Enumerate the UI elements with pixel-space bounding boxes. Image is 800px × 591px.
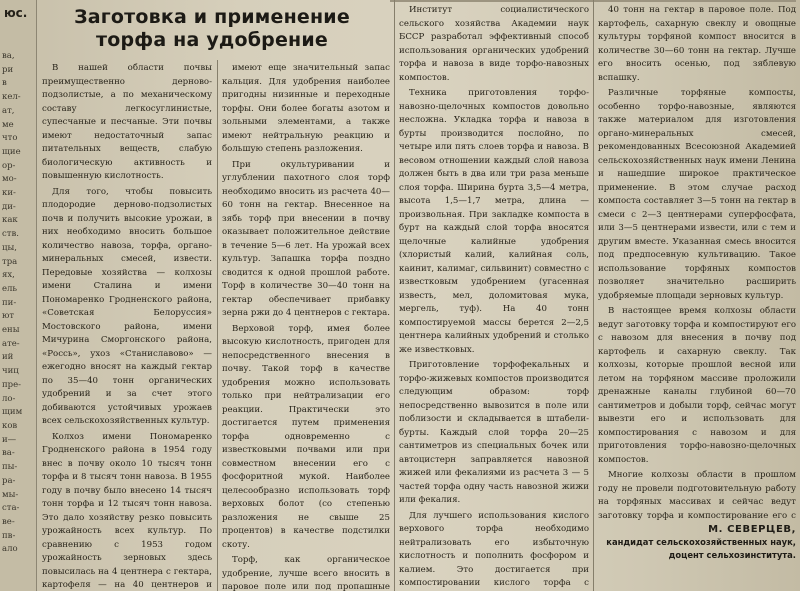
edge-fragment: тра [2, 256, 18, 267]
article-column-1 [42, 62, 212, 591]
edge-fragment: ат, [2, 105, 15, 116]
edge-fragment: пы- [2, 462, 18, 473]
edge-fragment: щим [2, 407, 23, 418]
edge-fragments [2, 50, 32, 557]
article-paragraph: Институт социалистического сельского хозяйства Академии наук БССР разработал эффективный способ использования органических удобрений торфа и навоза в виде торфо-навозных компостов. [399, 5, 589, 83]
edge-fragment: цы, [2, 242, 17, 253]
article-paragraph: 40 тонн на гектар в паровое поле. Под картофель, сахарную свеклу и овощные культуры торфяной компост вносится в количестве 30—60 тонн на гектар. Лучше его вносить осенью, под зяблевую вспашку. [598, 5, 796, 83]
edge-fragment: ств. [2, 229, 19, 240]
edge-fragment: как [2, 215, 18, 226]
author-signature [598, 524, 796, 561]
edge-fragment: пре- [2, 379, 22, 390]
edge-fragment: ло- [2, 393, 16, 404]
article-paragraph: В настоящее время колхозы области ведут заготовку торфа и компостируют его с навозом для внесения в почву под картофель и сахарную свеклу. Так колхозы, которые прошлой весной или летом на торфяном массиве проложили дренажные каналы глубиной 60—70 сантиметров и добыли торф, сейчас могут вывезти его и использовать для компостирования с навозом и для приготовления торфо-навозно-щелочных компостов. [598, 306, 796, 465]
article-headline [42, 6, 382, 56]
edge-fragment: ве- [2, 516, 15, 527]
edge-fragment: ий [2, 352, 14, 363]
edge-fragment: чиц [2, 366, 19, 377]
edge-fragment: ста- [2, 503, 20, 514]
article-paragraph: Верховой торф, имея более высокую кислотность, пригоден для непосредственного внесения в почву. Такой торф в качестве удобрения можно использовать только при нейтрализации его реакции. Практически это достигается путем применения торфа одновременно с известковыми почвами или при совместном внесении его с фосфоритной мукой. Наиболее целесообразно использовать торф верховых болот (со степенью разложения не свыше 25 процентов) в качестве подстилки скоту. [222, 323, 390, 550]
edge-fragment: и— [2, 434, 17, 445]
article-paragraph: Для лучшего использования кислого верхового торфа необходимо нейтрализовать его избыточную кислотность и пополнить фосфором и калием. Это достигается при компостировании кислого торфа с [399, 510, 589, 588]
article-paragraph: Колхоз имени Пономаренко Гродненского района в 1954 году внес в почву около 10 тысяч тонн торфа и 8 тысяч тонн навоза. В 1955 году в почву было внесено 14 тысяч тонн торфа и 12 тысяч тонн навоза. Это дало хозяйству резко повысить урожайность всех культур. По сравнению с 1953 годом урожайность зерновых здесь повысилась на 4 центнера с гектара, картофеля — на 40 центнеров и [42, 431, 212, 590]
edge-fragment: ме [2, 119, 14, 130]
edge-fragment: мы- [2, 489, 19, 500]
headline-line-1: Заготовка и применение [74, 6, 350, 28]
article-paragraph: Техника приготовления торфо-навозно-щелочных компостов довольно несложна. Укладка торфа и навоза в бурты производится послойно, по четыре или пять слоев торфа и навоза. В весовом отношении каждый слой навоза должен быть в два или три раза меньше слоя торфа. Ширина бурта 3,5—4 метра, высота 1,5—1,7 метра, длина — произвольная. При закладке компоста в бурт на каждый слой торфа вносятся щелочные калийные удобрения (хлористый калий, калийная соль, каинит, калимаг, сильвинит) совместно с известковым удобрением (угасенная известь, мел, доломитовая мука, мергель, туф). На 40 тонн компостируемой массы берется 2—2,5 центнера калийных удобрений и столько же известковых. [399, 88, 589, 355]
article-paragraph: В нашей области почвы преимущественно дерново-подзолистые, а по механическому составу легкосуглинистые, супесчаные и песчаные. Эти почвы имеют недостаточный запас питательных веществ, слабую биологическую активность и повышенную кислотность. [42, 63, 212, 181]
edge-fragment: ате- [2, 338, 20, 349]
author-role-line-1: кандидат сельскохозяйственных наук, [606, 537, 796, 547]
edge-fragment: ди- [2, 201, 16, 212]
edge-mark: юс. [4, 6, 28, 20]
edge-fragment: ра- [2, 475, 16, 486]
article-column-2 [222, 62, 390, 591]
author-role-line-2: доцент сельхозинститута. [668, 550, 796, 560]
previous-column-fragment [0, 0, 37, 591]
edge-fragment: кел- [2, 92, 21, 103]
edge-fragment: ало [2, 544, 18, 555]
edge-fragment: ва- [2, 448, 15, 459]
article-paragraph: Приготовление торфофекальных и торфо-жижевых компостов производится следующим образом: торф непосредственно вывозится в поле или поблизости и складывается в штабели-бурты. Каждый слой торфа 20—25 сантиметров из специальных бочек или автоцистерн заправляется навозной жижей или фекалиями из расчета 3 — 5 частей торфа одну часть навозной жижи или фекалия. [399, 360, 589, 505]
column-divider [593, 0, 594, 591]
column-divider [217, 60, 218, 591]
article-paragraph: Различные торфяные компосты, особенно торфо-навозные, являются также материалом для изготовления органо-минеральных смесей, рекомендованных Всесоюзной Академией сельскохозяйственных наук имени Ленина и нашедшие широкое практическое применение. В этом случае расход компоста составляет 3—5 тонн на гектар в смеси с 2—3 центнерами суперфосфата, или 3—5 центнерами извести, или с тем и другим вместе. Указанная смесь вносится под предпосевную культивацию. Такое использование торфяных компостов позволяет значительно расширить удобряемые площади зерновых культур. [598, 88, 796, 301]
edge-fragment: ют [2, 311, 15, 322]
article-paragraph: имеют еще значительный запас кальция. Для удобрения наиболее пригодны низинные и переходные торфы. Они более богаты азотом и зольными элементами, а также имеют нейтральную реакцию и большую степень разложения. [222, 63, 390, 154]
article-paragraph: Многие колхозы области в прошлом году не провели подготовительную работу на торфяных массивах и сейчас ведут заготовку торфа и компостирование его с [598, 470, 796, 521]
edge-fragment: пи- [2, 297, 17, 308]
edge-fragment: ри [2, 64, 14, 75]
edge-fragment: ки- [2, 188, 16, 199]
column-divider [394, 0, 395, 591]
article-paragraph: Для того, чтобы повысить плодородие дерново-подзолистых почв и получить высокие урожаи, в них необходимо вносить большое количество навоза, торфа, органо-минеральных смесей, извести. Передовые хозяйства — колхозы имени Сталина и имени Пономаренко Гродненского района, «Советская Белоруссия» Мостовского района, имени Мичурина Сморгонского района, «Россь», ухоз «Станиславово» — ежегодно вносят на каждый гектар по 35—40 тонн органических удобрений и за счет этого добиваются устойчивых урожаев всех сельскохозяйственных культур. [42, 186, 212, 426]
edge-fragment: что [2, 133, 18, 144]
edge-fragment: ель [2, 283, 18, 294]
edge-fragment: пв- [2, 530, 16, 541]
edge-fragment: ков [2, 420, 18, 431]
article-paragraph: Торф, как органическое удобрение, лучше всего вносить в паровое поле или под пропашные [222, 555, 390, 591]
article-column-3 [399, 4, 589, 591]
author-name: М. СЕВЕРЦЕВ, [708, 524, 796, 535]
edge-fragment: ены [2, 325, 20, 336]
article-paragraph: При окультуривании и углублении пахотного слоя торф необходимо вносить из расчета 40—60 тонн на гектар. Внесенное на зябь торф при внесении в почву оказывает положительное действие в течение 5—6 лет. На урожай всех культур. Запашка торфа поздно сводится к одной прошлой работе. Торф в количестве 30—40 тонн на гектар обеспечивает прибавку зерна ржи до 4 центнеров с гектара. [222, 159, 390, 318]
edge-fragment: мо- [2, 174, 17, 185]
edge-fragment: в [2, 78, 7, 89]
edge-fragment: ва, [2, 51, 15, 61]
headline-line-2: торфа на удобрение [96, 29, 328, 51]
edge-fragment: щие [2, 146, 21, 157]
edge-fragment: ор- [2, 160, 16, 171]
article-column-4 [598, 4, 796, 522]
edge-fragment: ях, [2, 270, 15, 281]
